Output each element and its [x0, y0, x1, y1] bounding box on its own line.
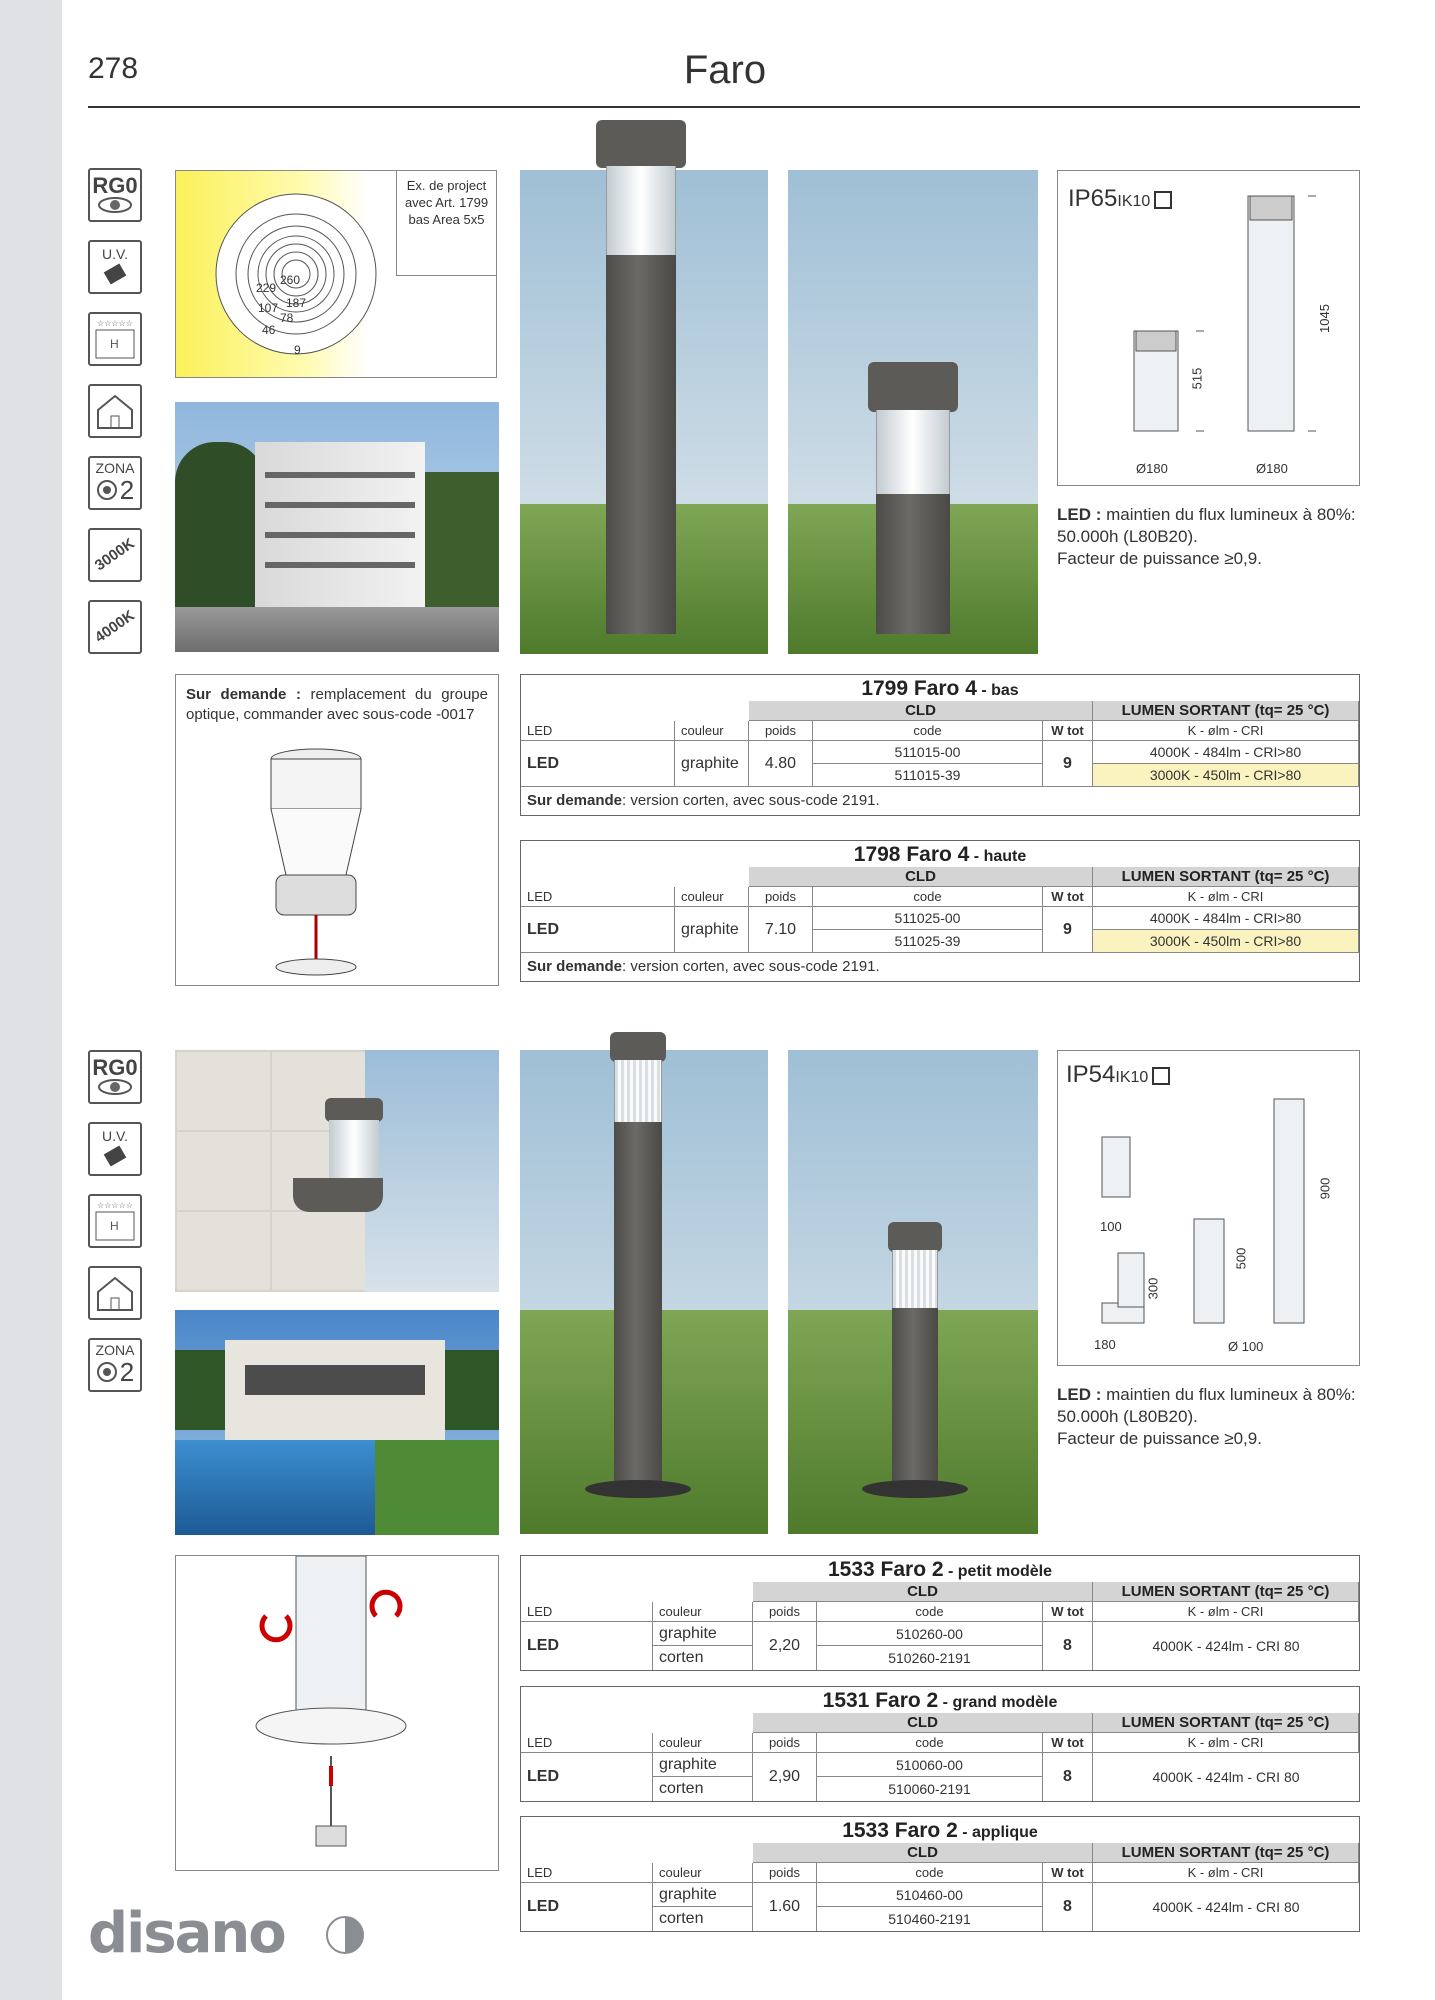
wall-applique-photo: [175, 1050, 499, 1292]
col-header: K - ølm - CRI: [1093, 721, 1359, 741]
col-header: LED: [521, 1733, 653, 1753]
table-cell: corten: [653, 1646, 753, 1670]
cld-header: CLD: [753, 1843, 1093, 1863]
lamp-pole: [614, 1122, 662, 1484]
lamp-cap: [596, 120, 686, 168]
table-cell: 4.80: [749, 741, 813, 787]
table-cell: graphite: [653, 1622, 753, 1646]
header-rule: [88, 106, 1360, 108]
col-header: couleur: [653, 1733, 753, 1753]
lamp-base: [585, 1480, 691, 1498]
diameter-dim: Ø180: [1136, 461, 1168, 476]
table-title: 1533 Faro 2 - applique: [842, 1819, 1038, 1842]
rg0-eye-icon: RG0: [88, 1050, 142, 1104]
table-cell: 4000K - 424lm - CRI 80: [1152, 1769, 1300, 1785]
col-header: couleur: [675, 887, 749, 907]
diameter-dim: 100: [1100, 1219, 1122, 1234]
col-header: couleur: [675, 721, 749, 741]
diameter-dim: Ø180: [1256, 461, 1288, 476]
disano-logo-mark: [326, 1916, 364, 1954]
luminaire-outlines: [1078, 1071, 1338, 1331]
svg-text:☆☆☆☆☆: ☆☆☆☆☆: [97, 319, 133, 328]
col-header: couleur: [653, 1602, 753, 1622]
table-cell: 511025-39: [813, 930, 1043, 953]
table-cell: 2,90: [753, 1753, 817, 1801]
isolux-value: 107: [258, 301, 279, 315]
height-dim: 1045: [1316, 304, 1332, 333]
col-header: W tot: [1043, 887, 1093, 907]
installation-drawing: [175, 1555, 499, 1871]
table-cell: 510060-00: [817, 1753, 1043, 1777]
isolux-value: 229: [256, 281, 277, 295]
led-description: LED : maintien du flux lumineux à 80%: 50.000h (L80B20). Facteur de puissance ≥0,9.: [1057, 505, 1356, 568]
svg-text:H: H: [110, 337, 119, 351]
col-header: poids: [749, 887, 813, 907]
col-header: poids: [753, 1602, 817, 1622]
hotel-icon: [88, 312, 142, 366]
table-cell: 4000K - 484lm - CRI>80: [1093, 741, 1359, 764]
zona-2-icon: ZONA 2: [88, 1338, 142, 1392]
isolux-value: 187: [286, 296, 307, 310]
col-header: K - ølm - CRI: [1093, 1863, 1359, 1883]
col-header: poids: [753, 1733, 817, 1753]
lamp-base: [862, 1480, 968, 1498]
col-header: code: [817, 1863, 1043, 1883]
table-cell: graphite: [653, 1883, 753, 1907]
zona-2-icon: ZONA 2: [88, 456, 142, 510]
villa-photo: [175, 1310, 499, 1535]
optic-replacement-note: Sur demande : remplacement du groupe optique, commander avec sous-code -0017: [186, 686, 488, 723]
product-table-1533-applique: [520, 1816, 1360, 1932]
cld-header: CLD: [753, 1582, 1093, 1602]
isolux-value: 46: [262, 323, 276, 337]
ip-rating: IP54IK10: [1066, 1061, 1170, 1089]
table-title: 1531 Faro 2 - grand modèle: [822, 1689, 1058, 1712]
table-cell: LED: [521, 1883, 653, 1931]
table-cell: 511015-00: [813, 741, 1043, 764]
table-cell: 510060-2191: [817, 1777, 1043, 1801]
table-cell: 511015-39: [813, 764, 1043, 787]
table-cell: 1.60: [753, 1883, 817, 1931]
table-cell: 3000K - 450lm - CRI>80: [1093, 764, 1359, 787]
col-header: LED: [521, 1863, 653, 1883]
installation-steps: [236, 1556, 436, 1868]
led-description: LED : maintien du flux lumineux à 80%: 50.000h (L80B20). Facteur de puissance ≥0,9.: [1057, 1385, 1356, 1448]
lamp-diffuser: [892, 1250, 938, 1310]
col-header: W tot: [1043, 721, 1093, 741]
table-cell: 4000K - 424lm - CRI 80: [1152, 1899, 1300, 1915]
lumen-header: LUMEN SORTANT (tq= 25 °C): [1093, 1843, 1359, 1863]
isolux-value: 260: [280, 273, 301, 287]
disano-logo: disano: [88, 1901, 285, 1966]
lamp-pole: [606, 255, 676, 634]
table-cell: 510260-00: [817, 1622, 1043, 1646]
col-header: code: [817, 1602, 1043, 1622]
table-cell: 2,20: [753, 1622, 817, 1670]
height-dim: 900: [1317, 1177, 1333, 1200]
table-cell: LED: [521, 1753, 653, 1801]
table-cell: 9: [1043, 907, 1093, 953]
rg0-eye-icon: RG0: [88, 168, 142, 222]
dimension-drawing: [1057, 170, 1360, 486]
optic-exploded-drawing: [246, 745, 426, 981]
col-header: code: [817, 1733, 1043, 1753]
table-note: Sur demande: version corten, avec sous-code 2191.: [527, 958, 880, 975]
uv-resistant-icon: U.V.: [88, 1122, 142, 1176]
svg-text:☆☆☆☆☆: ☆☆☆☆☆: [97, 1201, 133, 1210]
table-cell: 511025-00: [813, 907, 1043, 930]
page-side-band: [0, 0, 62, 2000]
table-cell: graphite: [675, 907, 749, 953]
house-icon: [88, 384, 142, 438]
table-cell: corten: [653, 1777, 753, 1801]
table-cell: 9: [1043, 741, 1093, 787]
height-dim: 515: [1189, 367, 1205, 390]
col-header: code: [813, 887, 1043, 907]
cld-header: CLD: [749, 701, 1093, 721]
col-header: W tot: [1043, 1863, 1093, 1883]
hotel-icon: [88, 1194, 142, 1248]
3000k-icon: 3000K: [88, 528, 142, 582]
table-cell: 3000K - 450lm - CRI>80: [1093, 930, 1359, 953]
dimension-drawing: [1057, 1050, 1360, 1366]
lamp-pole: [892, 1308, 938, 1484]
col-header: W tot: [1043, 1733, 1093, 1753]
col-header: K - ølm - CRI: [1093, 1602, 1359, 1622]
page-title: Faro: [683, 48, 767, 92]
col-header: K - ølm - CRI: [1093, 887, 1359, 907]
table-cell: 4000K - 424lm - CRI 80: [1152, 1638, 1300, 1654]
lamp-diffuser: [876, 410, 950, 495]
table-cell: 510460-2191: [817, 1907, 1043, 1931]
lamp-cap: [610, 1032, 666, 1062]
height-dim: 500: [1233, 1247, 1249, 1270]
col-header: LED: [521, 1602, 653, 1622]
height-dim: 300: [1145, 1277, 1161, 1300]
lumen-header: LUMEN SORTANT (tq= 25 °C): [1093, 1713, 1359, 1733]
table-title: 1799 Faro 4 - bas: [861, 677, 1019, 700]
isolux-diagram: [175, 170, 497, 378]
isolux-value: 78: [280, 311, 294, 325]
lumen-header: LUMEN SORTANT (tq= 25 °C): [1093, 701, 1359, 721]
product-table-1533-petit: [520, 1555, 1360, 1671]
isolux-value: 9: [294, 343, 301, 357]
col-header: poids: [753, 1863, 817, 1883]
4000k-icon: 4000K: [88, 600, 142, 654]
table-cell: 8: [1043, 1883, 1093, 1931]
table-cell: LED: [521, 907, 675, 953]
isolux-caption: Ex. de project avec Art. 1799 bas Area 5x5: [396, 171, 496, 276]
width-dim: 180: [1094, 1337, 1116, 1352]
lamp-pole: [876, 494, 950, 634]
table-title: 1798 Faro 4 - haute: [853, 843, 1027, 866]
col-header: poids: [749, 721, 813, 741]
table-cell: LED: [521, 1622, 653, 1670]
luminaire-outlines: [1118, 191, 1338, 461]
product-table-1799: [520, 674, 1360, 816]
table-cell: 8: [1043, 1622, 1093, 1670]
uv-resistant-icon: U.V.: [88, 240, 142, 294]
cld-header: CLD: [753, 1713, 1093, 1733]
table-cell: graphite: [675, 741, 749, 787]
table-cell: corten: [653, 1907, 753, 1931]
table-cell: 4000K - 484lm - CRI>80: [1093, 907, 1359, 930]
table-cell: 7.10: [749, 907, 813, 953]
col-header: K - ølm - CRI: [1093, 1733, 1359, 1753]
table-cell: 510260-2191: [817, 1646, 1043, 1670]
col-header: LED: [521, 887, 675, 907]
lamp-cap: [888, 1222, 942, 1252]
col-header: couleur: [653, 1863, 753, 1883]
product-table-1798: [520, 840, 1360, 982]
lumen-header: LUMEN SORTANT (tq= 25 °C): [1093, 867, 1359, 887]
page-number: 278: [88, 52, 139, 85]
diameter-dim: Ø 100: [1228, 1339, 1264, 1354]
optic-replacement-box: [175, 674, 499, 986]
table-cell: 510460-00: [817, 1883, 1043, 1907]
table-title: 1533 Faro 2 - petit modèle: [827, 1558, 1053, 1581]
lamp-diffuser: [606, 166, 676, 256]
lumen-header: LUMEN SORTANT (tq= 25 °C): [1093, 1582, 1359, 1602]
table-cell: LED: [521, 741, 675, 787]
svg-text:H: H: [110, 1219, 119, 1233]
col-header: LED: [521, 721, 675, 741]
lamp-diffuser: [614, 1060, 662, 1124]
house-icon: [88, 1266, 142, 1320]
col-header: code: [813, 721, 1043, 741]
product-table-1531-grand: [520, 1686, 1360, 1802]
building-photo: [175, 402, 499, 652]
col-header: W tot: [1043, 1602, 1093, 1622]
cld-header: CLD: [749, 867, 1093, 887]
lamp-cap: [868, 362, 958, 412]
table-note: Sur demande: version corten, avec sous-code 2191.: [527, 792, 880, 809]
table-cell: 8: [1043, 1753, 1093, 1801]
table-cell: graphite: [653, 1753, 753, 1777]
ip-rating: IP65IK10: [1068, 185, 1172, 213]
